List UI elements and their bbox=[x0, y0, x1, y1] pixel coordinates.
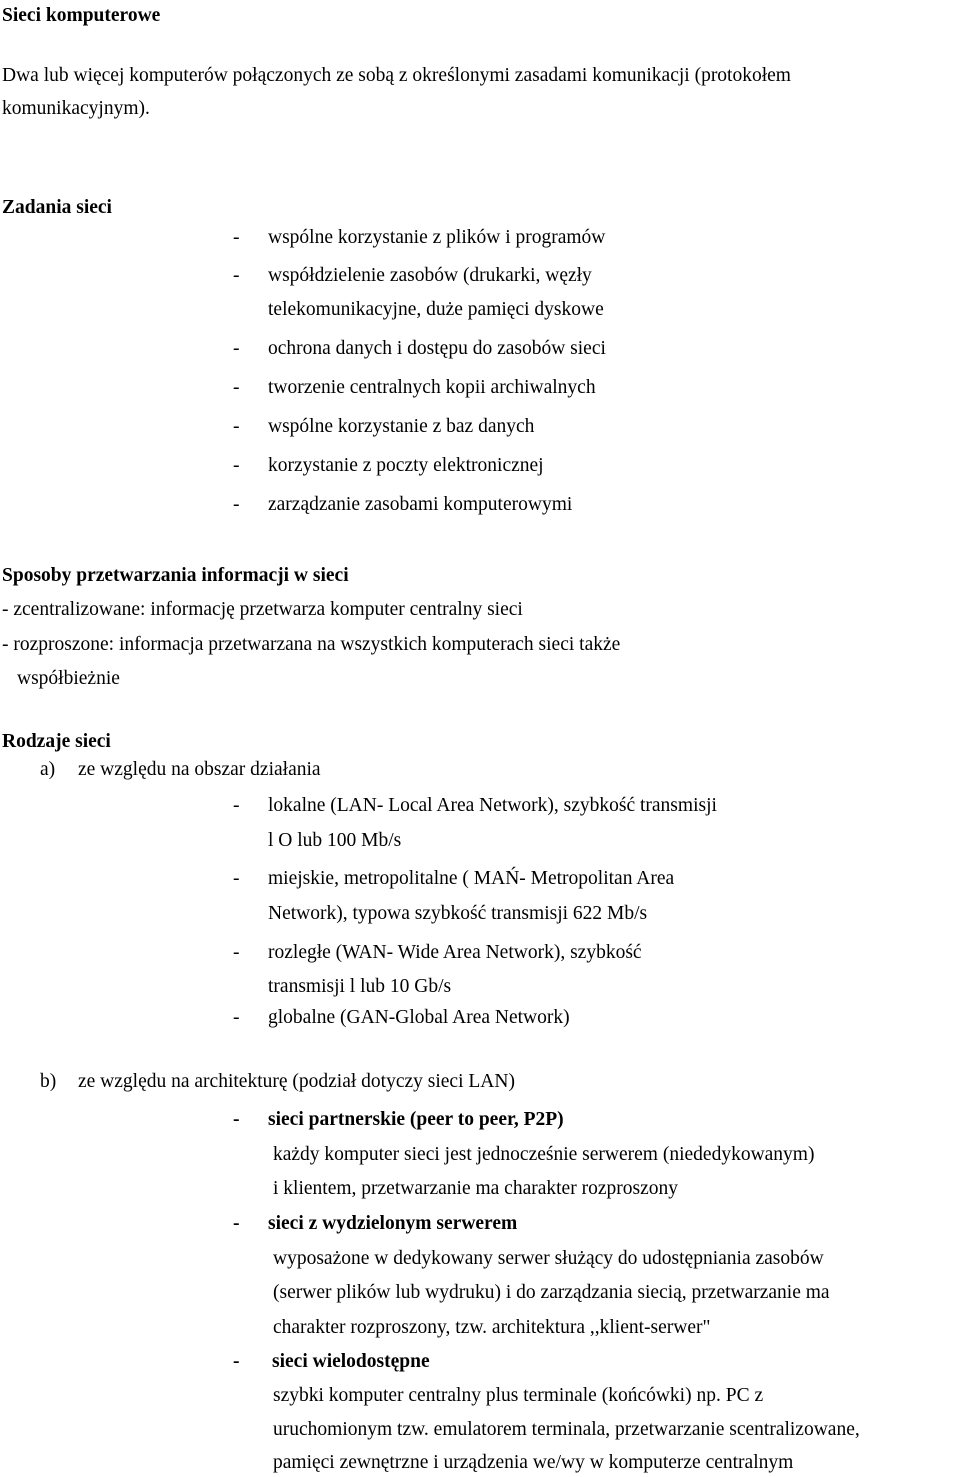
list-dash: - bbox=[233, 494, 240, 515]
list-dash: - bbox=[233, 227, 240, 248]
processing-heading: Sposoby przetwarzania informacji w sieci bbox=[2, 565, 349, 586]
processing-line: - rozproszone: informacja przetwarzana na wszystkich komputerach sieci także bbox=[2, 634, 621, 655]
category-label: ze względu na obszar działania bbox=[78, 759, 321, 780]
list-dash: - bbox=[233, 1351, 240, 1372]
architecture-description: uruchomionym tzw. emulatorem terminala, przetwarzanie scentralizowane, bbox=[273, 1419, 860, 1440]
list-item: ochrona danych i dostępu do zasobów sieci bbox=[268, 338, 606, 359]
list-dash: - bbox=[233, 416, 240, 437]
intro-line: komunikacyjnym). bbox=[2, 98, 150, 119]
list-dash: - bbox=[233, 338, 240, 359]
category-label: ze względu na architekturę (podział dotyczy sieci LAN) bbox=[78, 1071, 515, 1092]
list-dash: - bbox=[233, 1213, 240, 1234]
processing-line: - zcentralizowane: informację przetwarza komputer centralny sieci bbox=[2, 599, 523, 620]
architecture-description: (serwer plików lub wydruku) i do zarządzania siecią, przetwarzanie ma bbox=[273, 1282, 830, 1303]
list-item: globalne (GAN-Global Area Network) bbox=[268, 1007, 570, 1028]
architecture-description: szybki komputer centralny plus terminale (końcówki) np. PC z bbox=[273, 1385, 764, 1406]
architecture-title: sieci wielodostępne bbox=[272, 1351, 430, 1372]
architecture-description: pamięci zewnętrzne i urządzenia we/wy w komputerze centralnym bbox=[273, 1452, 794, 1473]
list-dash: - bbox=[233, 795, 240, 816]
architecture-description: wyposażone w dedykowany serwer służący do udostępniania zasobów bbox=[273, 1248, 824, 1269]
list-item: wspólne korzystanie z baz danych bbox=[268, 416, 535, 437]
architecture-description: charakter rozproszony, tzw. architektura ,,klient-serwer" bbox=[273, 1317, 711, 1338]
tasks-heading: Zadania sieci bbox=[2, 197, 112, 218]
architecture-description: każdy komputer sieci jest jednocześnie serwerem (niededykowanym) bbox=[273, 1144, 815, 1165]
architecture-description: i klientem, przetwarzanie ma charakter rozproszony bbox=[273, 1178, 678, 1199]
list-item: tworzenie centralnych kopii archiwalnych bbox=[268, 377, 596, 398]
architecture-title: sieci z wydzielonym serwerem bbox=[268, 1213, 518, 1234]
list-item: lokalne (LAN- Local Area Network), szybkość transmisji bbox=[268, 795, 717, 816]
list-item: transmisji l lub 10 Gb/s bbox=[268, 976, 452, 997]
types-heading: Rodzaje sieci bbox=[2, 731, 111, 752]
intro-line: Dwa lub więcej komputerów połączonych ze sobą z określonymi zasadami komunikacji (protokołem bbox=[2, 65, 791, 86]
list-dash: - bbox=[233, 265, 240, 286]
list-dash: - bbox=[233, 1109, 240, 1130]
list-dash: - bbox=[233, 868, 240, 889]
architecture-title: sieci partnerskie (peer to peer, P2P) bbox=[268, 1109, 564, 1130]
list-dash: - bbox=[233, 377, 240, 398]
list-dash: - bbox=[233, 942, 240, 963]
list-item: wspólne korzystanie z plików i programów bbox=[268, 227, 606, 248]
list-marker-a: a) bbox=[40, 759, 56, 780]
list-item: współdzielenie zasobów (drukarki, węzły bbox=[268, 265, 592, 286]
list-item: korzystanie z poczty elektronicznej bbox=[268, 455, 544, 476]
list-dash: - bbox=[233, 1007, 240, 1028]
list-item: Network), typowa szybkość transmisji 622 Mb/s bbox=[268, 903, 648, 924]
list-item: l O lub 100 Mb/s bbox=[268, 830, 402, 851]
list-item: miejskie, metropolitalne ( MAŃ- Metropolitan Area bbox=[268, 868, 675, 889]
list-item: zarządzanie zasobami komputerowymi bbox=[268, 494, 573, 515]
list-item: rozległe (WAN- Wide Area Network), szybkość bbox=[268, 942, 642, 963]
processing-line: współbieżnie bbox=[17, 668, 120, 689]
list-dash: - bbox=[233, 455, 240, 476]
list-item: telekomunikacyjne, duże pamięci dyskowe bbox=[268, 299, 604, 320]
list-marker-b: b) bbox=[40, 1071, 57, 1092]
page-title: Sieci komputerowe bbox=[2, 5, 161, 26]
